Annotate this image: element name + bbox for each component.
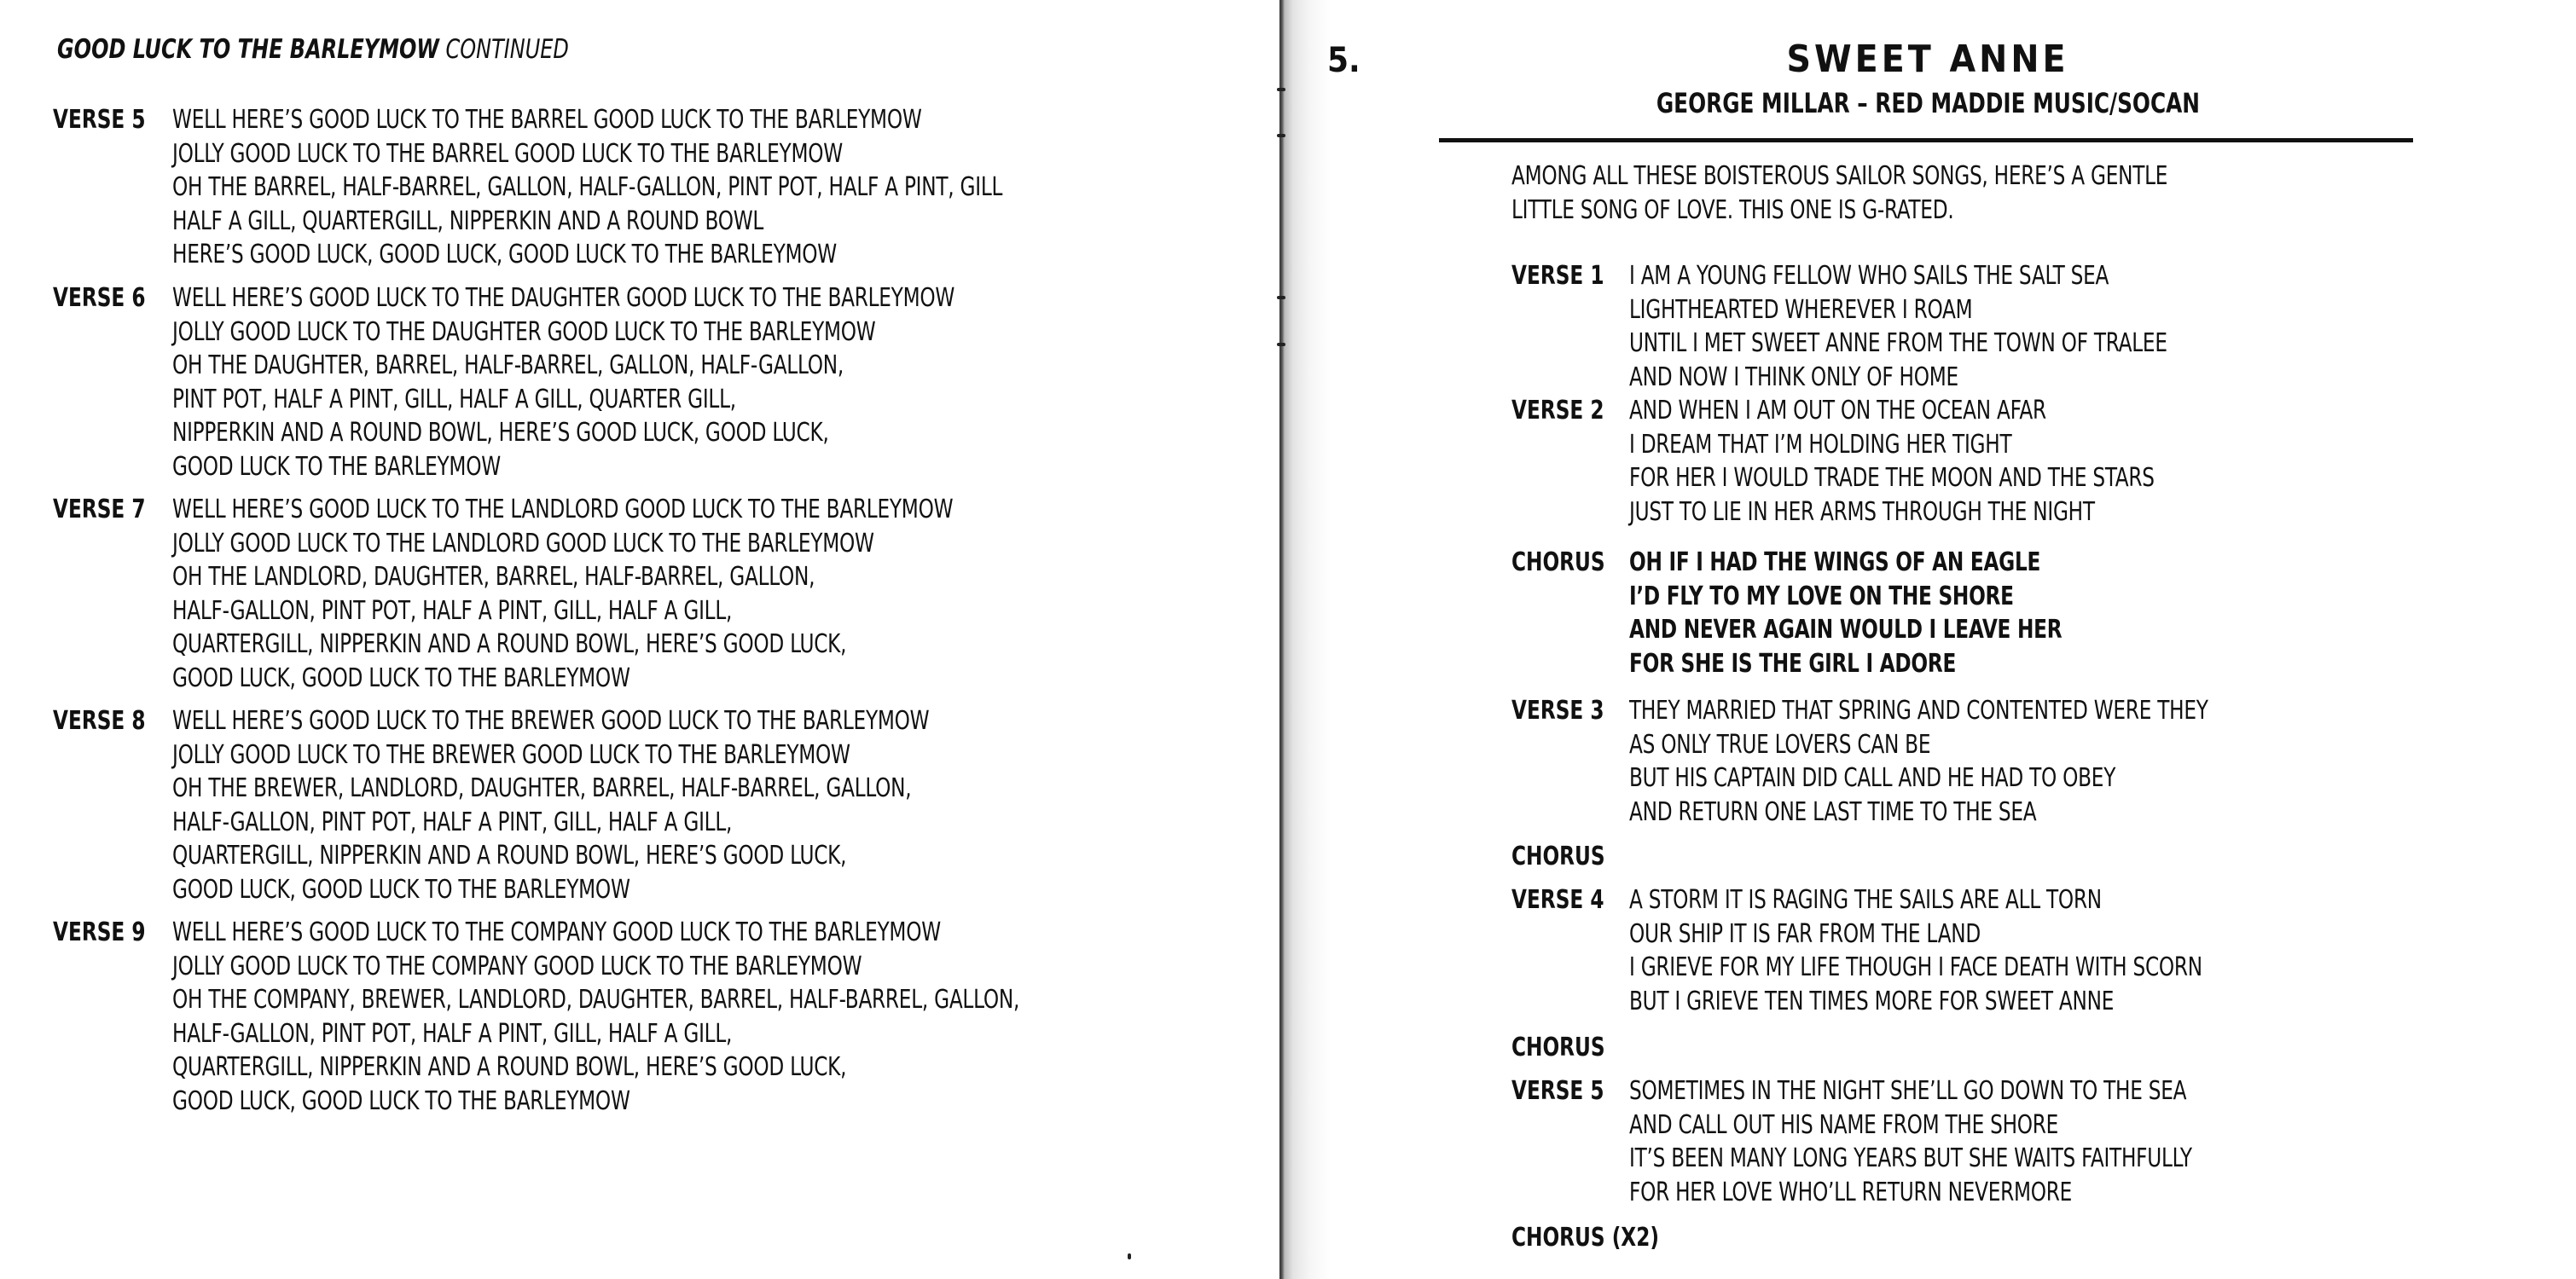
lyric-line: OH THE BARREL, HALF-BARREL, GALLON, HALF-GALLON, PINT POT, HALF A PINT, GILL: [172, 172, 1003, 202]
stanza-label: CHORUS: [1511, 547, 1605, 577]
lyric-line: GOOD LUCK, GOOD LUCK TO THE BARLEYMOW: [172, 663, 630, 693]
lyric-line: QUARTERGILL, NIPPERKIN AND A ROUND BOWL, HERE’S GOOD LUCK,: [172, 841, 847, 871]
staple-mark: [1277, 343, 1285, 346]
booklet-spine: [1279, 0, 1331, 1279]
lyric-line: AND NEVER AGAIN WOULD I LEAVE HER: [1629, 615, 2063, 645]
lyric-line: IT’S BEEN MANY LONG YEARS BUT SHE WAITS FAITHFULLY: [1629, 1143, 2192, 1173]
stanza-label: VERSE 5: [53, 105, 146, 135]
stanza-label: CHORUS: [1511, 842, 1605, 871]
lyric-line: WELL HERE’S GOOD LUCK TO THE DAUGHTER GOOD LUCK TO THE BARLEYMOW: [172, 283, 955, 313]
lyric-line: WELL HERE’S GOOD LUCK TO THE COMPANY GOOD LUCK TO THE BARLEYMOW: [172, 917, 941, 947]
lyric-line: JOLLY GOOD LUCK TO THE BREWER GOOD LUCK TO THE BARLEYMOW: [172, 739, 850, 770]
lyric-line: HERE’S GOOD LUCK, GOOD LUCK, GOOD LUCK TO THE BARLEYMOW: [172, 240, 837, 269]
lyric-line: JOLLY GOOD LUCK TO THE BARREL GOOD LUCK TO THE BARLEYMOW: [172, 138, 843, 169]
lyric-line: A STORM IT IS RAGING THE SAILS ARE ALL TORN: [1629, 885, 2102, 915]
intro-line: AMONG ALL THESE BOISTEROUS SAILOR SONGS, HERE’S A GENTLE: [1511, 161, 2168, 191]
stanza-label: VERSE 5: [1511, 1076, 1604, 1106]
lyric-line: AND CALL OUT HIS NAME FROM THE SHORE: [1629, 1109, 2059, 1140]
lyric-line: HALF-GALLON, PINT POT, HALF A PINT, GILL, HALF A GILL,: [172, 1018, 733, 1049]
lyric-line: OH THE BREWER, LANDLORD, DAUGHTER, BARREL, HALF-BARREL, GALLON,: [172, 773, 912, 803]
staple-mark: [1277, 134, 1285, 137]
stanza-lines: [1629, 546, 2132, 680]
lyric-line: OUR SHIP IT IS FAR FROM THE LAND: [1629, 918, 1981, 949]
lyric-line: NIPPERKIN AND A ROUND BOWL, HERE’S GOOD LUCK, GOOD LUCK,: [172, 418, 829, 448]
print-mark: [1128, 1253, 1131, 1259]
lyric-line: GOOD LUCK, GOOD LUCK TO THE BARLEYMOW: [172, 1085, 630, 1116]
stanza-lines: [172, 103, 1138, 272]
song-credit: [1450, 87, 2405, 119]
lyric-line: OH THE DAUGHTER, BARREL, HALF-BARREL, GALLON, HALF-GALLON,: [172, 350, 844, 380]
stanza-label: VERSE 4: [1511, 885, 1604, 915]
lyric-line: FOR HER LOVE WHO’LL RETURN NEVERMORE: [1629, 1177, 2073, 1207]
lyric-line: QUARTERGILL, NIPPERKIN AND A ROUND BOWL, HERE’S GOOD LUCK,: [172, 1052, 847, 1082]
lyric-line: HALF-GALLON, PINT POT, HALF A PINT, GILL, HALF A GILL,: [172, 807, 733, 837]
lyric-line: HALF A GILL, QUARTERGILL, NIPPERKIN AND A ROUND BOWL: [172, 205, 764, 236]
staple-mark: [1277, 88, 1285, 91]
lyric-line: JUST TO LIE IN HER ARMS THROUGH THE NIGHT: [1629, 496, 2095, 527]
lyric-line: BUT I GRIEVE TEN TIMES MORE FOR SWEET ANNE: [1629, 986, 2115, 1016]
stanza-lines: [172, 704, 1053, 906]
stanza-lines: [1629, 394, 2240, 529]
staple-mark: [1277, 296, 1285, 299]
lyric-line: LIGHTHEARTED WHEREVER I ROAM: [1629, 294, 1973, 325]
stanza-lines: [172, 493, 1080, 695]
lyric-line: BUT HIS CAPTAIN DID CALL AND HE HAD TO OBEY: [1629, 763, 2116, 793]
lyric-line: JOLLY GOOD LUCK TO THE LANDLORD GOOD LUCK TO THE BARLEYMOW: [172, 528, 874, 558]
song-intro: [1511, 159, 2274, 228]
lyric-line: OH THE COMPANY, BREWER, LANDLORD, DAUGHTER, BARREL, HALF-BARREL, GALLON,: [172, 985, 1020, 1015]
continued-label: CONTINUED: [445, 34, 569, 65]
lyric-line: WELL HERE’S GOOD LUCK TO THE LANDLORD GOOD LUCK TO THE BARLEYMOW: [172, 495, 954, 524]
stanza-label: VERSE 3: [1511, 696, 1604, 726]
continued-song-title: GOOD LUCK TO THE BARLEYMOW: [57, 34, 439, 65]
lyric-line: PINT POT, HALF A PINT, GILL, HALF A GILL, QUARTER GILL,: [172, 384, 736, 414]
lyric-line: GOOD LUCK, GOOD LUCK TO THE BARLEYMOW: [172, 874, 630, 905]
continued-song-header: [57, 34, 569, 65]
lyric-line: I AM A YOUNG FELLOW WHO SAILS THE SALT SEA: [1629, 261, 2109, 291]
lyric-line: I GRIEVE FOR MY LIFE THOUGH I FACE DEATH WITH SCORN: [1629, 952, 2202, 982]
stanza-label: VERSE 9: [53, 917, 146, 947]
stanza-lines: [172, 916, 1157, 1118]
lyric-line: QUARTERGILL, NIPPERKIN AND A ROUND BOWL, HERE’S GOOD LUCK,: [172, 629, 847, 659]
lyric-line: HALF-GALLON, PINT POT, HALF A PINT, GILL, HALF A GILL,: [172, 595, 733, 626]
lyric-line: AND WHEN I AM OUT ON THE OCEAN AFAR: [1629, 396, 2046, 425]
lyric-line: GOOD LUCK TO THE BARLEYMOW: [172, 451, 501, 482]
song-title: SWEET ANNE: [1786, 38, 2069, 81]
intro-line: LITTLE SONG OF LOVE. THIS ONE IS G-RATED.: [1511, 195, 1954, 225]
lyric-line: WELL HERE’S GOOD LUCK TO THE BARREL GOOD LUCK TO THE BARLEYMOW: [172, 105, 922, 135]
stanza-label: VERSE 7: [53, 495, 146, 524]
track-number: 5.: [1327, 41, 1361, 80]
stanza-lines: [172, 281, 1082, 483]
lyric-line: UNTIL I MET SWEET ANNE FROM THE TOWN OF TRALEE: [1629, 328, 2167, 358]
stanza-label: VERSE 2: [1511, 396, 1604, 425]
stanza-label: CHORUS (X2): [1511, 1223, 1659, 1253]
lyric-line: JOLLY GOOD LUCK TO THE COMPANY GOOD LUCK TO THE BARLEYMOW: [172, 951, 862, 981]
stanza-lines: [1629, 883, 2295, 1018]
lyric-line: I DREAM THAT I’M HOLDING HER TIGHT: [1629, 429, 2012, 460]
stanza-label: CHORUS: [1511, 1033, 1605, 1062]
lyric-line: AND NOW I THINK ONLY OF HOME: [1629, 362, 1958, 392]
stanza-lines: [1629, 1074, 2283, 1209]
lyric-line: OH THE LANDLORD, DAUGHTER, BARREL, HALF-BARREL, GALLON,: [172, 562, 815, 592]
lyric-line: I’D FLY TO MY LOVE ON THE SHORE: [1629, 581, 2014, 611]
lyric-line: JOLLY GOOD LUCK TO THE DAUGHTER GOOD LUCK TO THE BARLEYMOW: [172, 316, 876, 347]
stanza-label: VERSE 8: [53, 706, 146, 736]
lyric-line: AND RETURN ONE LAST TIME TO THE SEA: [1629, 796, 2037, 827]
lyric-line: FOR HER I WOULD TRADE THE MOON AND THE STARS: [1629, 463, 2155, 493]
title-divider: [1439, 138, 2413, 142]
lyric-line: WELL HERE’S GOOD LUCK TO THE BREWER GOOD LUCK TO THE BARLEYMOW: [172, 706, 930, 736]
lyric-line: SOMETIMES IN THE NIGHT SHE’LL GO DOWN TO THE SEA: [1629, 1076, 2187, 1106]
song-credit-text: GEORGE MILLAR – RED MADDIE MUSIC/SOCAN: [1656, 87, 2200, 119]
lyric-line: OH IF I HAD THE WINGS OF AN EAGLE: [1629, 547, 2041, 577]
lyric-line: AS ONLY TRUE LOVERS CAN BE: [1629, 729, 1931, 760]
lyric-line: THEY MARRIED THAT SPRING AND CONTENTED WERE THEY: [1629, 696, 2208, 726]
stanza-label: VERSE 1: [1511, 261, 1604, 291]
stanza-lines: [1629, 259, 2254, 394]
lyric-line: FOR SHE IS THE GIRL I ADORE: [1629, 648, 1957, 679]
stanza-label: VERSE 6: [53, 283, 146, 313]
stanza-lines: [1629, 694, 2302, 829]
